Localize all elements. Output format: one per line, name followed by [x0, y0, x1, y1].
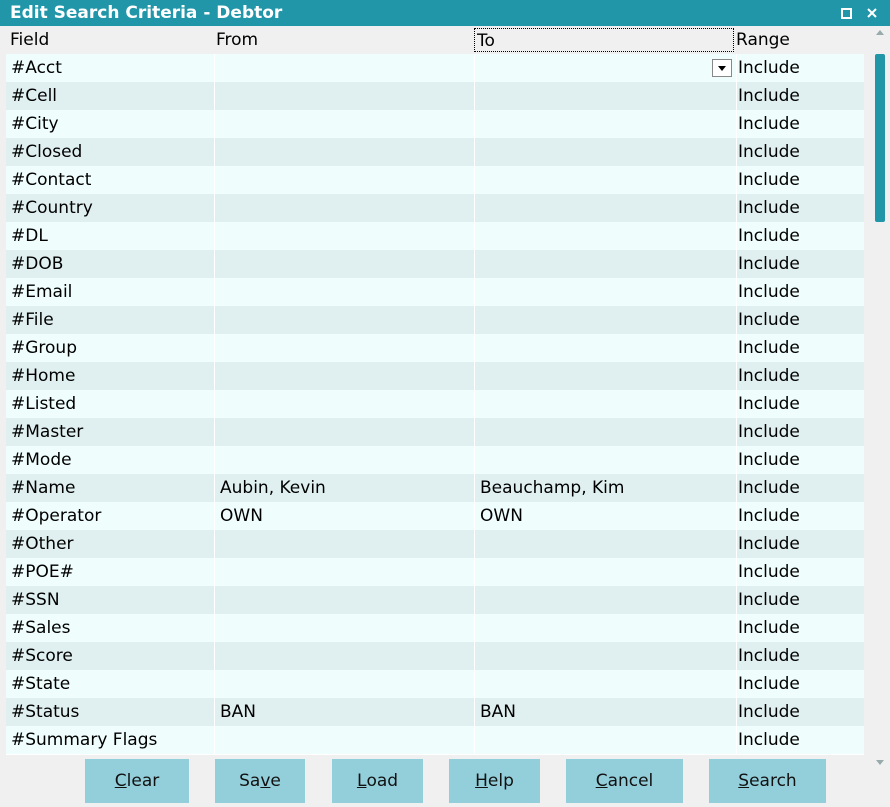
field-cell: #Mode	[11, 450, 72, 470]
from-cell[interactable]	[214, 110, 474, 138]
range-cell[interactable]: Include	[736, 586, 864, 614]
field-cell: #Score	[11, 646, 73, 666]
to-cell[interactable]	[474, 306, 736, 334]
field-cell: #Cell	[11, 86, 58, 106]
range-cell[interactable]: Include	[736, 614, 864, 642]
table-row[interactable]	[6, 474, 864, 502]
range-cell[interactable]: Include	[736, 670, 864, 698]
save-button[interactable]: Sa v e	[215, 759, 305, 803]
search-button[interactable]: S earch	[709, 759, 826, 803]
to-cell[interactable]	[474, 390, 736, 418]
field-cell: #State	[11, 674, 71, 694]
to-cell[interactable]	[474, 642, 736, 670]
to-cell[interactable]	[474, 418, 736, 446]
to-cell[interactable]	[474, 726, 736, 754]
range-cell[interactable]: Include	[736, 698, 864, 726]
chevron-down-icon[interactable]	[712, 59, 732, 77]
field-cell: #Home	[11, 366, 76, 386]
range-cell[interactable]: Include	[736, 166, 864, 194]
range-cell[interactable]: Include	[736, 446, 864, 474]
table-row[interactable]	[6, 194, 864, 222]
criteria-grid	[6, 26, 864, 755]
to-cell[interactable]	[474, 530, 736, 558]
range-cell[interactable]: Include	[736, 530, 864, 558]
to-cell[interactable]	[474, 614, 736, 642]
table-row[interactable]	[6, 82, 864, 110]
field-cell: #POE#	[11, 562, 74, 582]
table-row[interactable]	[6, 586, 864, 614]
to-cell[interactable]	[474, 670, 736, 698]
field-cell: #Master	[11, 422, 84, 442]
from-cell[interactable]	[214, 446, 474, 474]
to-cell[interactable]	[474, 194, 736, 222]
range-cell[interactable]: Include	[736, 362, 864, 390]
table-row[interactable]	[6, 446, 864, 474]
field-cell: #City	[11, 114, 59, 134]
table-row[interactable]	[6, 418, 864, 446]
table-row[interactable]	[6, 726, 864, 754]
to-cell[interactable]: BAN	[474, 698, 736, 726]
window-controls	[840, 0, 878, 26]
from-cell[interactable]	[214, 166, 474, 194]
to-cell[interactable]	[474, 278, 736, 306]
to-cell[interactable]	[474, 334, 736, 362]
from-cell[interactable]	[214, 670, 474, 698]
field-cell: #Sales	[11, 618, 71, 638]
range-cell[interactable]: Include	[736, 54, 864, 82]
range-cell[interactable]: Include	[736, 558, 864, 586]
table-row[interactable]	[6, 558, 864, 586]
to-cell[interactable]	[474, 110, 736, 138]
from-cell[interactable]	[214, 250, 474, 278]
table-row[interactable]	[6, 698, 864, 726]
field-cell: #Listed	[11, 394, 77, 414]
window-title: Edit Search Criteria - Debtor	[10, 3, 283, 23]
column-header-field[interactable]: Field	[10, 30, 50, 50]
table-row[interactable]	[6, 530, 864, 558]
to-cell[interactable]	[474, 222, 736, 250]
scroll-thumb[interactable]	[875, 54, 885, 222]
field-cell: #Status	[11, 702, 80, 722]
from-cell[interactable]	[214, 390, 474, 418]
to-cell[interactable]	[474, 558, 736, 586]
field-cell: #DOB	[11, 254, 64, 274]
button-bar	[0, 757, 890, 805]
table-row[interactable]	[6, 54, 864, 82]
from-cell[interactable]	[214, 334, 474, 362]
from-cell[interactable]	[214, 222, 474, 250]
range-cell[interactable]: Include	[736, 82, 864, 110]
from-cell[interactable]	[214, 82, 474, 110]
table-row[interactable]	[6, 138, 864, 166]
table-row[interactable]	[6, 306, 864, 334]
to-cell[interactable]	[474, 446, 736, 474]
field-cell: #Acct	[11, 58, 62, 78]
from-cell[interactable]	[214, 138, 474, 166]
field-cell: #Name	[11, 478, 76, 498]
from-cell[interactable]	[214, 362, 474, 390]
range-cell[interactable]: Include	[736, 502, 864, 530]
column-header-to[interactable]: To	[474, 28, 734, 52]
field-cell: #Group	[11, 338, 77, 358]
range-cell[interactable]: Include	[736, 194, 864, 222]
clear-button[interactable]: C lear	[85, 759, 189, 803]
to-cell[interactable]	[474, 250, 736, 278]
range-cell[interactable]: Include	[736, 138, 864, 166]
vertical-scrollbar[interactable]	[872, 28, 886, 768]
scroll-up-icon[interactable]	[875, 28, 885, 36]
table-row[interactable]	[6, 278, 864, 306]
range-cell[interactable]: Include	[736, 222, 864, 250]
range-cell[interactable]: Include	[736, 474, 864, 502]
from-cell[interactable]: BAN	[214, 698, 474, 726]
range-cell[interactable]: Include	[736, 726, 864, 754]
field-cell: #Operator	[11, 506, 102, 526]
close-icon[interactable]	[866, 7, 878, 19]
from-cell[interactable]	[214, 418, 474, 446]
grid-body	[6, 54, 864, 754]
from-cell[interactable]	[214, 194, 474, 222]
table-row[interactable]	[6, 166, 864, 194]
field-cell: #DL	[11, 226, 48, 246]
table-row[interactable]	[6, 502, 864, 530]
field-cell: #Email	[11, 282, 73, 302]
field-cell: #Closed	[11, 142, 83, 162]
grid-header	[6, 26, 864, 54]
table-row[interactable]	[6, 222, 864, 250]
to-cell[interactable]	[474, 82, 736, 110]
table-row[interactable]	[6, 614, 864, 642]
field-cell: #Contact	[11, 170, 92, 190]
range-cell[interactable]: Include	[736, 418, 864, 446]
maximize-icon[interactable]	[840, 7, 852, 19]
from-cell[interactable]	[214, 614, 474, 642]
to-cell[interactable]: OWN	[474, 502, 736, 530]
from-cell[interactable]	[214, 278, 474, 306]
field-cell: #SSN	[11, 590, 60, 610]
range-cell[interactable]: Include	[736, 642, 864, 670]
from-cell[interactable]	[214, 558, 474, 586]
field-cell: #Other	[11, 534, 74, 554]
from-cell[interactable]	[214, 530, 474, 558]
from-cell[interactable]	[214, 306, 474, 334]
range-cell[interactable]: Include	[736, 110, 864, 138]
from-cell[interactable]	[214, 54, 474, 82]
table-row[interactable]	[6, 110, 864, 138]
range-cell[interactable]: Include	[736, 278, 864, 306]
from-cell[interactable]	[214, 642, 474, 670]
range-cell[interactable]: Include	[736, 334, 864, 362]
load-button[interactable]: L oad	[332, 759, 423, 803]
table-row[interactable]	[6, 250, 864, 278]
table-row[interactable]	[6, 670, 864, 698]
cancel-button[interactable]: C ancel	[566, 759, 683, 803]
from-cell[interactable]	[214, 586, 474, 614]
table-row[interactable]	[6, 362, 864, 390]
from-cell[interactable]: OWN	[214, 502, 474, 530]
range-cell[interactable]: Include	[736, 250, 864, 278]
to-cell[interactable]	[474, 166, 736, 194]
from-cell[interactable]: Aubin, Kevin	[214, 474, 474, 502]
to-cell[interactable]	[474, 362, 736, 390]
table-row[interactable]	[6, 642, 864, 670]
table-row[interactable]	[6, 334, 864, 362]
field-cell: #File	[11, 310, 54, 330]
window-titlebar	[0, 0, 890, 26]
table-row[interactable]	[6, 390, 864, 418]
help-button[interactable]: H elp	[449, 759, 540, 803]
range-cell[interactable]: Include	[736, 306, 864, 334]
to-cell[interactable]	[474, 54, 736, 82]
column-header-range[interactable]: Range	[736, 30, 790, 50]
field-cell: #Country	[11, 198, 93, 218]
from-cell[interactable]	[214, 726, 474, 754]
field-cell: #Summary Flags	[11, 730, 158, 750]
to-cell[interactable]: Beauchamp, Kim	[474, 474, 736, 502]
column-header-from[interactable]: From	[216, 30, 259, 50]
to-cell[interactable]	[474, 138, 736, 166]
range-cell[interactable]: Include	[736, 390, 864, 418]
to-cell[interactable]	[474, 586, 736, 614]
